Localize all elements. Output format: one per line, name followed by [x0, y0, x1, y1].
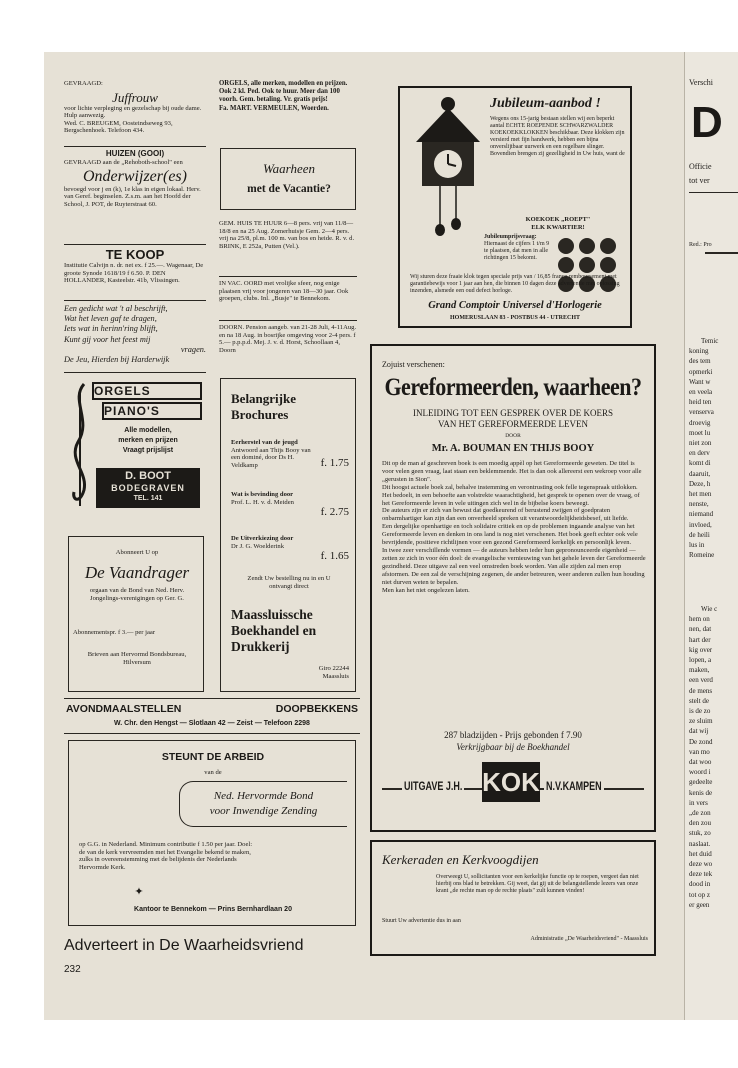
paragraph: De auteurs zijn er zich van bewust dat goedkeurend of berustend zwijgen of goedpraten onbarmhartiger kan zijn dan een onverheeld spreken uit verantwoordelijkheidsbesef, uit liefde. — [382, 507, 629, 523]
ad-text: op G.G. in Nederland. Minimum contributie f 1.50 per jaar. Doel: de van de kerk vervreemden met het Evangelie bekend te maken, zulks in overeenstemming met de belijdenis der Nederlands Hervormde Kerk. — [79, 841, 253, 871]
order-text: Zendt Uw bestelling nu in en U ontvangt direct — [247, 575, 331, 590]
next-page-red: Red.: Pro — [689, 242, 712, 248]
ad-title: Onderwijzer(es) — [83, 167, 187, 185]
ad-doorn: DOORN. Pension aangeb. van 21-28 Juli, 4-11Aug. en na 18 Aug. in bosrijke omgeving voor 2-4 pers. f 5.— p.p.p.d. Mej. J. v. d. Horst, Schoollaan 4, Doorn — [219, 324, 357, 354]
next-page-text-line: en veela — [689, 388, 713, 397]
book-subtitle — [372, 408, 654, 430]
publisher-left: UITGAVE J.H. — [404, 779, 463, 793]
next-page-text-line: Temic — [701, 337, 719, 345]
next-page-text-line: niemand — [689, 510, 714, 519]
book-author: Prof. L. H. v. d. Meiden — [231, 498, 294, 506]
ad-footer: Kantoor te Bennekom — Prins Bernhardlaan 20 — [134, 906, 292, 913]
kok-logo: KOK — [482, 762, 540, 802]
paragraph: Men kan het niet ongelezen laten. — [382, 586, 470, 594]
next-page-top: Verschi — [689, 78, 713, 87]
ad-avondmaal — [64, 698, 360, 734]
ad-sub: van de — [204, 769, 222, 776]
ad-orgels-pianos — [66, 380, 202, 512]
bird-icon: ✦ — [134, 886, 144, 898]
publisher-right: N.V.KAMPEN — [546, 779, 602, 793]
divider — [64, 372, 206, 373]
book-price: f. 2.75 — [320, 506, 349, 519]
next-page-text-line: Romeine — [689, 551, 715, 560]
ad-gedicht — [64, 304, 206, 365]
divider — [64, 146, 206, 147]
next-page-text-line: naslaat. — [689, 839, 711, 848]
next-page-text-line: dat wij — [689, 727, 709, 736]
ad-desc: orgaan van de Bond van Ned. Herv. Jongelings-verenigingen op Ger. G. — [89, 587, 185, 602]
ad-send: Stuurt Uw advertentie dus in aan — [382, 918, 461, 924]
ad-contact: Fa. MART. VERMEULEN, Woerden. — [219, 104, 329, 112]
next-page-text-line: dood in — [689, 880, 711, 889]
roept: KOEKOEK „ROEPT" — [525, 216, 591, 223]
next-page-text-line: is de zo — [689, 707, 711, 716]
next-page-text-line: droevig — [689, 418, 711, 427]
next-page-text-line: „de zon — [689, 809, 711, 818]
next-page-column-2 — [689, 604, 738, 910]
ad-title: De Vaandrager — [84, 563, 190, 582]
orgels-name: D. BOOT — [125, 470, 171, 482]
orgels-line: Alle modellen, — [124, 427, 172, 434]
next-page-text-line: en derv — [689, 449, 710, 458]
ad-text: voor lichte verpleging en gezelschap bij oude dame. Hulp aanwezig. — [64, 104, 202, 120]
paragraph: In twee zeer verschillende vormen — de auteurs hebben ieder hun gepronounceerde eigenheid — zetten ze zich in voor één doel: de evangelische vernieuwing van het gehele leven der Gereformeerde gezindheid. Deze uitgave zal een veel omstreden boek worden. Van alle zijden zal men erop afstormen. De een zal de verschijning zegenen, de ander betreuren, weer anderen zullen hun houding niet durven weten te bepalen. — [382, 546, 646, 586]
ad-heading: HUIZEN (GOOI) — [105, 149, 165, 158]
adverteert-line: Adverteert in De Waarheidsvriend — [64, 937, 304, 954]
vacantie-banner — [220, 148, 356, 210]
ad-label: GEVRAAGD: — [64, 80, 103, 87]
ad-jubileum — [398, 86, 632, 328]
next-page-text-line: dat woo — [689, 758, 712, 767]
divider — [64, 300, 206, 301]
book-title: Eerherstel van de jeugd — [231, 439, 298, 446]
page-number: 232 — [64, 964, 81, 975]
poem-line: Wat het leven gaf te dragen, — [64, 314, 157, 324]
book-item — [231, 535, 349, 562]
ad-roept — [490, 216, 626, 231]
next-page-text-line: lopen, a — [689, 656, 712, 665]
next-page-text-line: koning — [689, 347, 709, 356]
newspaper-page — [44, 52, 684, 1020]
ad-intro: GEVRAAGD aan de „Rehoboth-school" een — [64, 159, 183, 166]
prijsvraag-text: Hiernaast de cijfers 1 t/m 9 te plaatsen, dat men in alle richtingen 15 bekomt. — [484, 241, 550, 261]
next-page-text-line: het duid — [689, 849, 712, 858]
shop-giro — [305, 665, 349, 680]
ad-text: Overweegt U, sollicitanten voor een kerkelijke functie op te roepen, vergeet dan niet hierbij ons blad te betrekken. Gij weet, dat gij uit de belangstellende lezers van onze krant „de rechte man op de rechte plaats" zult kunnen vinden! — [436, 874, 639, 894]
next-page-text-line: opmerki — [689, 367, 713, 376]
heading-line: Brochures — [231, 407, 289, 422]
next-page-text-line: van mo — [689, 747, 710, 756]
cuckoo-clock-icon — [410, 94, 486, 236]
book-author: Dr J. G. Woelderink — [231, 542, 285, 550]
next-page-line: tot ver — [689, 176, 710, 185]
poem-line: vragen. — [180, 344, 206, 354]
shop-name — [231, 607, 355, 655]
ad-intro: Abonneert U op — [115, 549, 159, 556]
book-price: 287 bladzijden - Prijs gebonden f 7.90 — [444, 730, 582, 740]
ad-title: Juffrouw — [112, 89, 158, 105]
ad-left: AVONDMAALSTELLEN — [66, 703, 182, 715]
ad-intro: Zojuist verschenen: — [382, 360, 445, 369]
ad-gem-huis: GEM. HUIS TE HUUR 6—8 pers. vrij van 11/8—18/8 en na 25 Aug. Zomerhuisje Gem. 2—4 pers. vrij na 25/8, pl.m. 100 m. van bos en heide. R. v. d. BRINK, E 252a, Putten (Vel.). — [219, 220, 355, 250]
ad-right: DOOPBEKKENS — [275, 703, 358, 715]
door: DOOR — [505, 433, 521, 439]
ad-title: Jubileum-aanbod ! — [490, 96, 601, 111]
next-page-text-line: heid ten — [689, 398, 712, 407]
next-page-text-line: nenste, — [689, 500, 709, 509]
next-page-text-line: hem on — [689, 615, 710, 624]
next-page-text-line: nen, dat — [689, 625, 712, 634]
book-body — [382, 460, 646, 594]
orgels-lines — [96, 426, 200, 456]
next-page-text-line: invloed, — [689, 520, 712, 529]
book-title: Wat is bevinding door — [231, 491, 294, 498]
ad-address: HOMERUSLAAN 83 - POSTBUS 44 - UTRECHT — [449, 315, 580, 321]
book-price: f. 1.75 — [320, 457, 349, 470]
book-item — [231, 491, 349, 518]
banner-line: met de Vacantie? — [247, 183, 331, 195]
shop-name-line: Maassluissche — [231, 607, 313, 622]
ad-text: ORGELS, alle merken, modellen en prijzen. Ook 2 kl. Ped. Ook te huur. Meer dan 100 voorh. Gem. betaling. Vr. gratis prijs! — [219, 80, 348, 104]
ad-title: STEUNT DE ARBEID — [161, 751, 265, 763]
ad-steunt-de-arbeid — [68, 740, 356, 926]
ad-text: Institutie Calvijn n. dr. net ex. f 25.—. Wagenaar, De groote Synode 1618/19 f 6.50. P. DEN HOLLANDER, Kasteelstr. 41b, Vlissingen. — [64, 262, 204, 285]
ad-text: Wegens ons 15-jarig bestaan stellen wij een beperkt aantal ECHTE ROEPENDE SCHWARZWALDER KOEKOEKKLOKKEN beschikbaar. Deze klokken zijn versierd met fijn handwerk, hebben een bijna onverslijtbaar uurwerk en een regelbare slinger. Bovendien brengen zij gezelligheid in Uw huis, want de — [490, 116, 625, 157]
bond-line: voor Inwendige Zending — [209, 805, 318, 817]
next-page-text-line: Wie c — [701, 605, 718, 613]
giro: Giro 22244 — [318, 665, 349, 672]
ad-te-koop — [64, 247, 206, 285]
book-available: Verkrijgbaar bij de Boekhandel — [456, 742, 570, 752]
orgels-line: Vraagt prijslijst — [122, 447, 174, 454]
prijsvraag-title: Jubileumprijsvraag: — [484, 234, 537, 240]
next-page-text-line: woord i — [689, 768, 711, 777]
next-page-text-line: de heili — [689, 530, 710, 539]
book-title: Gereformeerden, waarheen? — [384, 372, 642, 401]
ad-orgels-vermeulen — [219, 80, 357, 113]
shop-name-line: Drukkerij — [231, 639, 290, 654]
ad-boekhandel — [220, 378, 356, 692]
next-page-text-line: daaruit, — [689, 469, 711, 478]
ad-contact: De Jeu, Hierden bij Harderwijk — [64, 355, 170, 365]
ad-admin: Administratie „De Waarheidsvriend" - Maassluis — [530, 936, 648, 942]
next-page-text-line: het men — [689, 490, 712, 499]
ad-huizen-onderwijzer — [64, 149, 206, 208]
ad-kerkeraden — [370, 840, 656, 956]
next-page-text-line: gedeelte — [689, 778, 713, 787]
next-page-text-line: moet lu — [689, 428, 711, 437]
book-item — [231, 439, 349, 469]
poem-line: Een gedicht wat 't al beschrijft, — [64, 304, 168, 313]
next-page-text-line: des tem — [689, 357, 711, 366]
divider — [64, 244, 206, 245]
banner-line: Waarheen — [263, 161, 315, 176]
next-page-text-line: stuk, zo — [689, 829, 711, 838]
next-page-text-line: hart der — [689, 635, 711, 644]
bond-line: Ned. Hervormde Bond — [213, 790, 314, 802]
paragraph: Dit hoogst actuele boek zal, behalve instemming en verontrusting ook felle tegenspraak uitlokken. Het bedoelt, in een behoefte aan volstrekte waarachtigheid, het gesprek te openen over de vraag, of het Gereformeerde leven in vele uitingen zich wel in de bijbelse koers beweegt. — [382, 483, 640, 507]
divider — [219, 276, 357, 277]
next-page-text-line: stelt de — [689, 696, 710, 705]
next-page-text-line: venserva — [689, 408, 714, 417]
poem-line: Iets wat in herinn'ring blijft, — [64, 324, 158, 334]
next-page-text-line: tot op z — [689, 890, 710, 899]
ad-company: Grand Comptoir Universel d'Horlogerie — [428, 300, 602, 311]
divider — [689, 192, 738, 193]
book-author: Antwoord aan Thijs Booy van een dominé, door Ds H. Veldkamp — [231, 446, 311, 469]
paragraph: Een dergelijke openhartige en toch solidaire critiek en op de problemen ingaande analyse van het Gereformeerde leven en denken in ons land is nog niet verschenen. Het boek geeft echter ook vele bevrijdende, positieve richtlijnen voor een gezond Gereformeerd kerkelijk en persoonlijk leven. — [382, 523, 638, 547]
next-page-text-line: Want w — [689, 377, 711, 386]
next-page-text-line: kig over — [689, 645, 713, 654]
ad-title: Kerkeraden en Kerkvoogdijen — [382, 852, 539, 867]
orgels-title: ORGELS — [92, 382, 202, 400]
orgels-name-block — [96, 468, 200, 508]
next-page-text-line: kenis de — [689, 788, 713, 797]
orgels-tel: TEL. 141 — [133, 495, 163, 502]
ad-text: bevoegd voor j en (k), 1e klas in eigen lokaal. Herv. van Geref. beginselen. Z.s.m. aan het Hoofd der School, J. POT, de Ruyterstraat 60. — [64, 185, 201, 208]
ad-address: W. Chr. den Hengst — Slotlaan 42 — Zeist — Telefoon 2298 — [114, 720, 310, 727]
book-authors: Mr. A. BOUMAN EN THIJS BOOY — [431, 443, 595, 454]
prijsvraag — [484, 234, 554, 262]
pianos-title: PIANO'S — [102, 402, 202, 420]
ad-gereformeerden — [370, 344, 656, 832]
next-page-text-line: deze wo — [689, 860, 713, 869]
ad-vaandrager — [68, 536, 204, 692]
next-page-text-line: in vers — [689, 798, 708, 807]
poem-line: Kunt gij voor het feest mij — [64, 334, 151, 344]
next-page-text-line: komt di — [689, 459, 711, 468]
city: Maassluis — [322, 672, 349, 680]
next-page-column-1 — [689, 336, 738, 560]
next-page-text-line: De zond — [689, 737, 713, 746]
next-page-text-line: de mens — [689, 686, 713, 695]
next-page-text-line: den zou — [689, 819, 711, 828]
orgels-city: BODEGRAVEN — [111, 483, 185, 493]
ad-offer: Wij sturen deze fraaie klok tegen speciale prijs van / 16,85 franco remboursement met garantiebewijs voor 1 jaar aan hen, die binnen 10 dagen deze advertentie met oplossing inzenden, alsmede een oud defect horloge. — [410, 274, 620, 294]
next-page-text-line: niet zon — [689, 439, 712, 448]
kwartier: ELK KWARTIER! — [531, 223, 585, 231]
book-title: De Uitverkiezing door — [231, 535, 294, 542]
ad-heading: TE KOOP — [105, 247, 165, 262]
next-page-big-letter: D — [691, 98, 723, 147]
ad-heading — [231, 391, 351, 423]
subtitle-line: VAN HET GEREFORMEERDE LEVEN — [438, 419, 588, 429]
book-price: f. 1.65 — [320, 550, 349, 563]
ad-in-vac: IN VAC. OORD met vrolijke sfeer, nog enige plaatsen vrij voor jongeren van 18—30 jaar. Ook groepen, clubs. Inl. „Busje" te Bennekom. — [219, 280, 349, 303]
divider — [705, 252, 738, 254]
ad-contact: Brieven aan Hervormd Bondsbureau, Hilversum — [87, 651, 187, 666]
next-page-text-line: deze tek — [689, 870, 713, 879]
heading-line: Belangrijke — [231, 391, 296, 406]
ad-gevraagd-juffrouw — [64, 80, 206, 135]
next-page-text-line: maken, — [689, 666, 710, 675]
next-page-text-line: lus in — [689, 541, 705, 550]
paragraph: Dit op de man af geschreven boek is een moedig appèl op het Gereformeerde geweten. De titel is voor velen geen vraag, laat staan een beklemmende. Het is dan ook allereerst een wekroep voor alle „gerusten in Sion". — [382, 460, 642, 483]
ad-contact: Wed. C. BREUGEM, Oosteindseweg 93, Bergschenhoek. Telefoon 434. — [64, 119, 173, 135]
next-page-text-line: er geen — [689, 900, 710, 909]
next-page-edge — [684, 52, 738, 1020]
next-page-text-line: Deze, h — [689, 479, 711, 488]
bond-box — [179, 781, 347, 827]
next-page-line: Officie — [689, 162, 712, 171]
next-page-text-line: een verd — [689, 676, 713, 685]
orgels-line: merken en prijzen — [118, 437, 178, 444]
shop-name-line: Boekhandel en — [231, 623, 317, 638]
next-page-text-line: ze sluim — [689, 717, 713, 726]
divider — [219, 320, 357, 321]
ad-price: Abonnementspr. f 3.— per jaar — [73, 629, 156, 636]
subtitle-line: INLEIDING TOT EEN GESPREK OVER DE KOERS — [413, 408, 613, 418]
